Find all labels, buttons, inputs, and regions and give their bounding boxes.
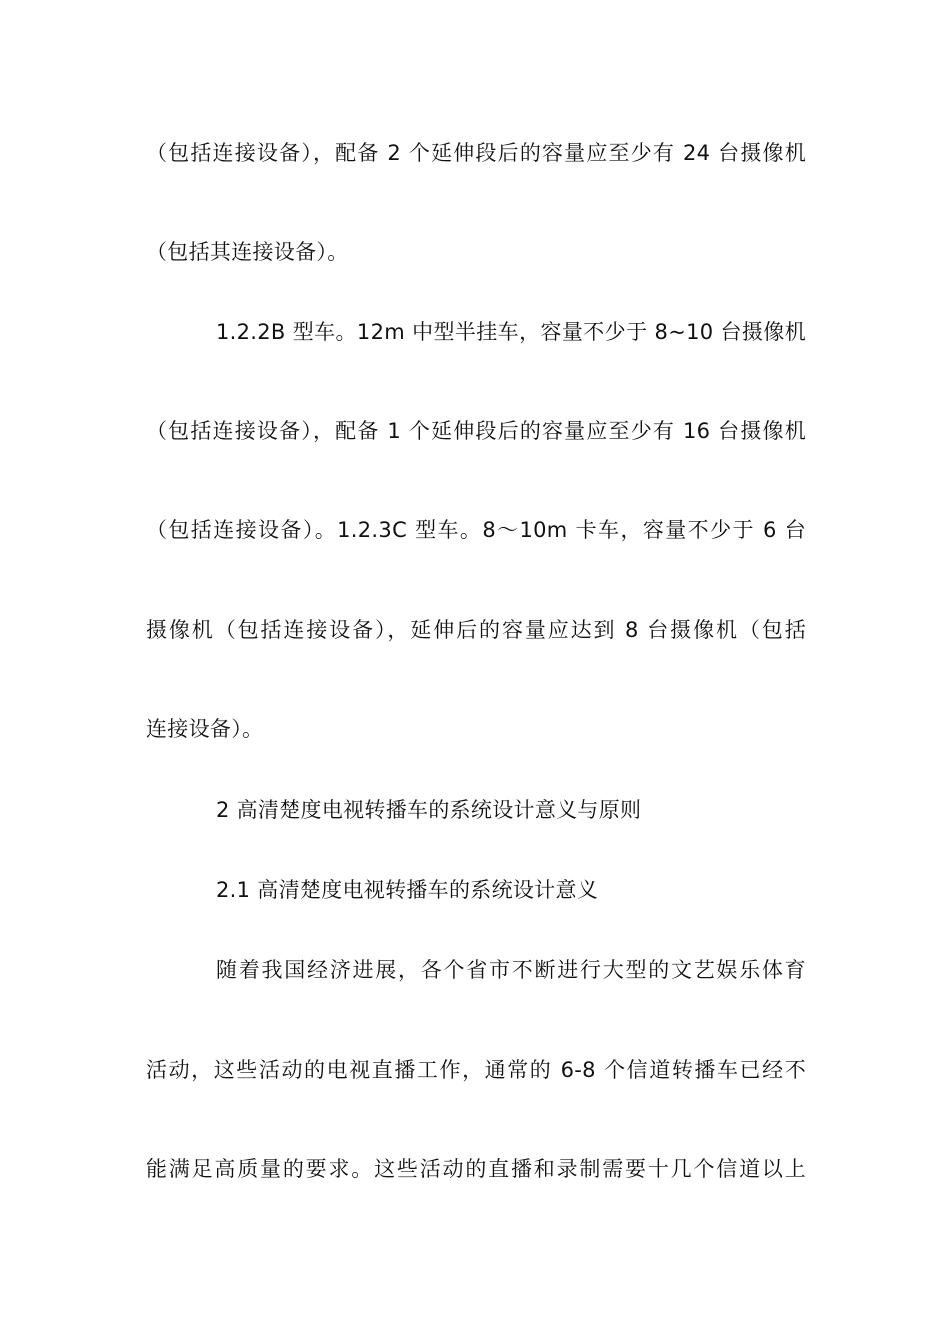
text-line: 连接设备）。 xyxy=(146,717,264,741)
text-line: 摄像机（包括连接设备），延伸后的容量应达到 8 台摄像机（包括 xyxy=(146,618,806,642)
subsection-heading: 2.1 高清楚度电视转播车的系统设计意义 xyxy=(216,878,599,902)
text-line: （包括其连接设备）。 xyxy=(146,240,349,264)
text-line: 随着我国经济进展，各个省市不断进行大型的文艺娱乐体育 xyxy=(216,958,806,982)
text-line: （包括连接设备）。1.2.3C 型车。8～10m 卡车，容量不少于 6 台 xyxy=(146,518,806,542)
text-line: （包括连接设备），配备 1 个延伸段后的容量应至少有 16 台摄像机 xyxy=(146,419,806,443)
text-line: 活动，这些活动的电视直播工作，通常的 6-8 个信道转播车已经不 xyxy=(146,1058,806,1082)
text-line: 1.2.2B 型车。12m 中型半挂车，容量不少于 8~10 台摄像机 xyxy=(216,320,806,344)
text-line: 能满足高质量的要求。这些活动的直播和录制需要十几个信道以上 xyxy=(146,1157,806,1181)
text-line: （包括连接设备），配备 2 个延伸段后的容量应至少有 24 台摄像机 xyxy=(146,141,806,165)
section-heading: 2 高清楚度电视转播车的系统设计意义与原则 xyxy=(216,798,642,822)
